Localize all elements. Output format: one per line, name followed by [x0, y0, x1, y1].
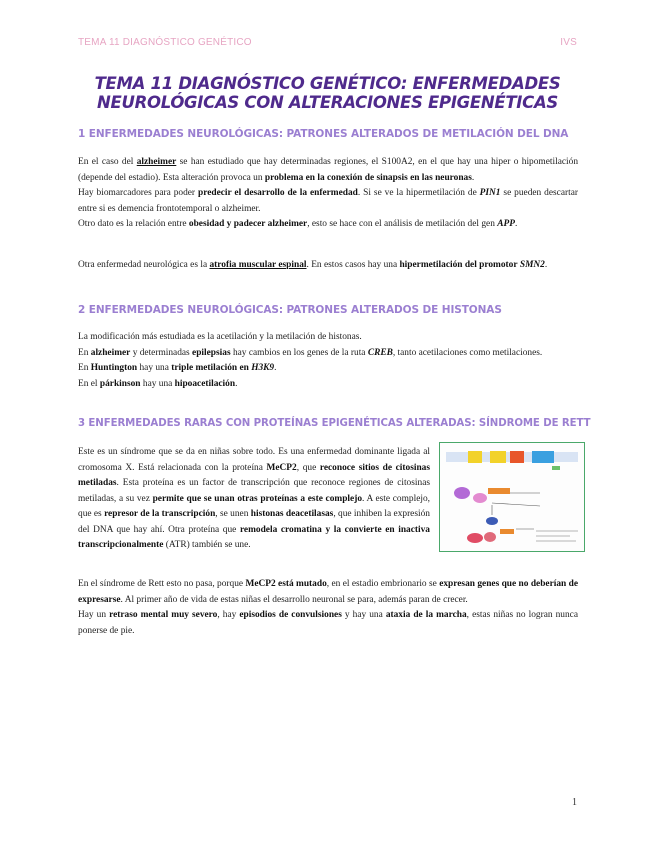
paragraph: Otra enfermedad neurológica es la atrofia muscular espinal. En estos casos hay una hipermetilación del promotor SMN2.: [78, 260, 548, 270]
section-heading-3: 3 ENFERMEDADES RARAS CON PROTEÍNAS EPIGENÉTICAS ALTERADAS: SÍNDROME DE RETT: [78, 418, 591, 429]
document-title: TEMA 11 DIAGNÓSTICO GENÉTICO: ENFERMEDADES NEUROLÓGICAS CON ALTERACIONES EPIGENÉTICAS: [94, 74, 561, 112]
paragraph: En el caso del alzheimer se han estudiado que hay determinadas regiones, el S100A2, en el que hay una hiper o hipometilación (depende del estadio). Esta alteración provoca un problema en la conexión de sinapsis en las neuronas. Hay biomarcadores para poder predecir el desarrollo de la enfermedad. Si se ve la hipermetilación de PIN1 se pueden descartar entre si es demencia frontotemporal o alzheimer. Otro dato es la relación entre obesidad y padecer alzheimer, esto se hace con el análisis de metilación del gen APP.: [78, 157, 579, 229]
paragraph: La modificación más estudiada es la acetilación y la metilación de histonas. En alzheimer y determinadas epilepsias hay cambios en los genes de la ruta CREB, tanto acetilaciones como metilaciones. En Huntington hay una triple metilación en H3K9. En el párkinson hay una hipoacetilación.: [78, 332, 543, 389]
paragraph: En el síndrome de Rett esto no pasa, porque MeCP2 está mutado, en el estadio embrionario se expresan genes que no deberían de expresarse. Al primer año de vida de estas niñas el desarrollo neuronal se para, además paran de crecer. Hay un retraso mental muy severo, hay episodios de convulsiones y hay una ataxia de la marcha, estas niñas no logran nunca ponerse de pie.: [78, 579, 579, 636]
paragraph: Este es un síndrome que se da en niñas sobre todo. Es una enfermedad dominante ligada al cromosoma X. Está relacionada con la proteína MeCP2, que reconoce sitios de citosinas metiladas. Esta proteína es un factor de transcripción que reconoce regiones de citosinas metiladas, a su vez permite que se unan otras proteínas a este complejo. A este complejo, que es represor de la transcripción, se unen histonas deacetilasas, que inhiben la expresión del DNA que hay ahí. Otra proteína que remodela cromatina y la convierte en inactiva transcripcionalmente (ATR) también se une.: [78, 447, 431, 550]
mecp2-diagram-image: [439, 442, 585, 552]
header-right: IVS: [560, 37, 577, 48]
page-number: 1: [572, 797, 577, 808]
section-heading-2: 2 ENFERMEDADES NEUROLÓGICAS: PATRONES ALTERADOS DE HISTONAS: [78, 304, 502, 316]
section-heading-1: 1 ENFERMEDADES NEUROLÓGICAS: PATRONES ALTERADOS DE METILACIÓN DEL DNA: [78, 128, 569, 140]
header-left: TEMA 11 DIAGNÓSTICO GENÉTICO: [78, 37, 252, 48]
page-header: [78, 37, 577, 48]
